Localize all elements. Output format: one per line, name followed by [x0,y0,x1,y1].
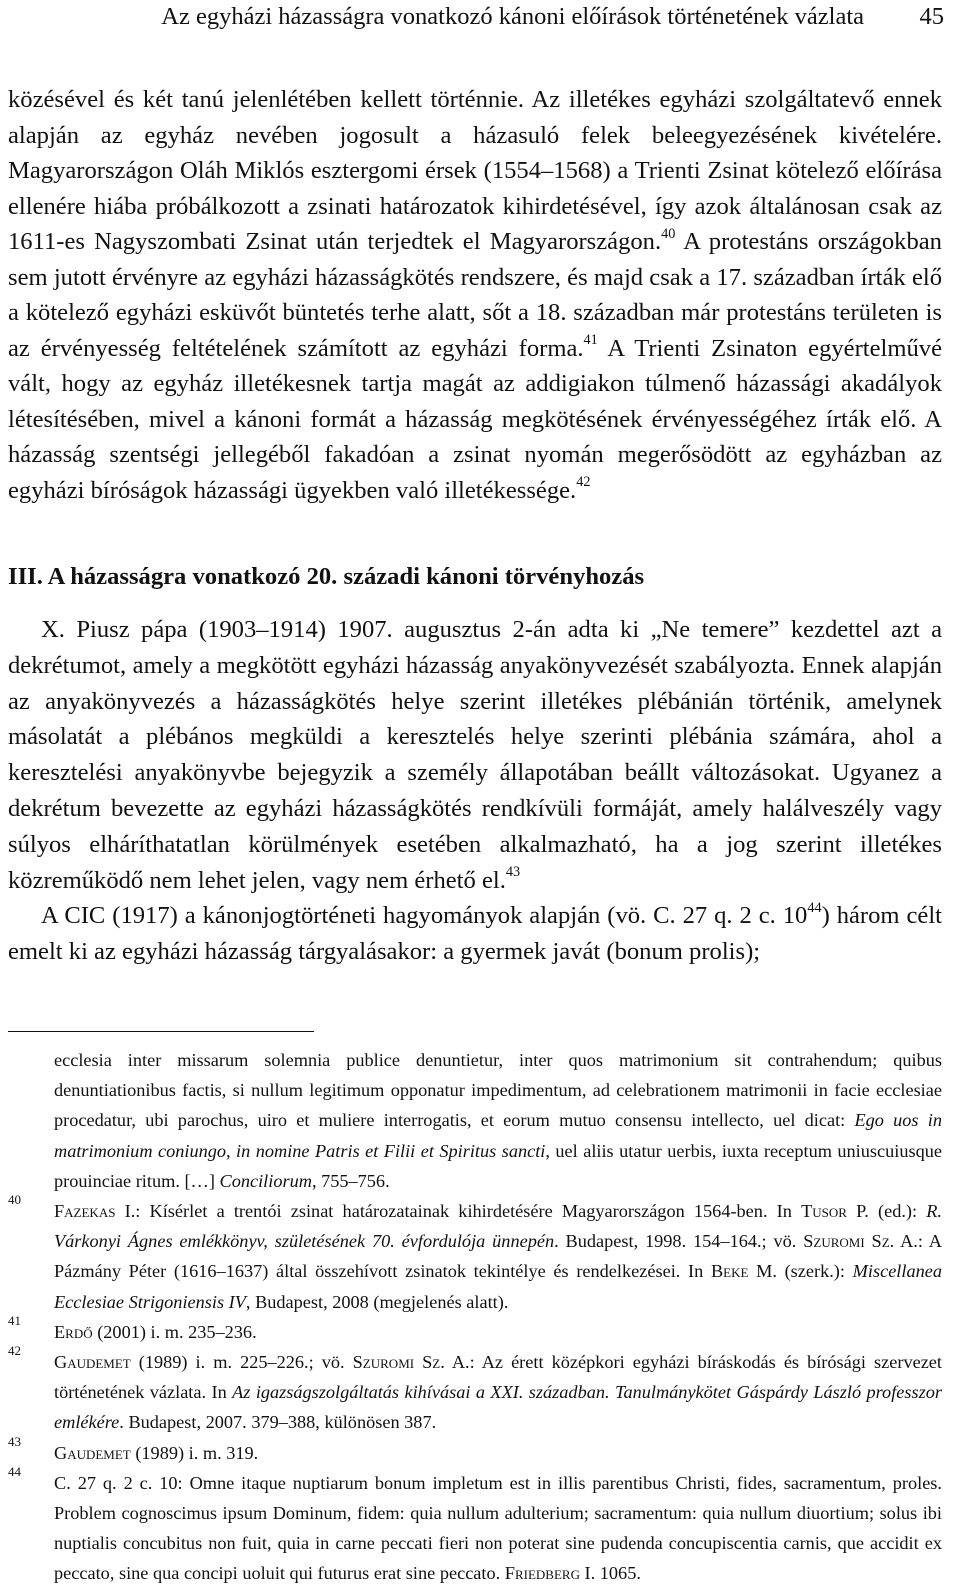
footnote-ref-44: 44 [807,900,822,917]
footnote-40 [8,1192,943,1317]
footnote-text: (ed.): [868,1201,927,1222]
footnote-text: : Az érett középkori egyházi bíráskodás és bírósági szervezet történetének vázlata. In [54,1352,943,1403]
page-number: 45 [919,3,944,30]
author-name: Fazekas I. [54,1201,136,1222]
paragraph-text: közésével és két tanú jelenlétében kellett történnie. Az illetékes egyházi szolgáltatevő ennek alapján az egyház nevében jogosult a házasuló felek beleegyezésének kivételére. Magyarországon Oláh Miklós esztergomi érsek (1554–1568) a Trienti Zsinat kötelező előírása ellenére hiába próbálkozott a zsinati határozatok kihirdetésével, így azok általánosan csak az 1611-es Nagyszombati Zsinat után terjedtek el Magyarországon. [8,86,942,255]
footnote-44 [8,1463,942,1589]
footnote-number: 40 [8,1192,21,1208]
author-name: Szuromi Sz. A. [803,1231,918,1252]
footnote-42 [8,1343,943,1438]
footnote-text: . Budapest, 2007. 379–388, különösen 387. [119,1412,437,1433]
author-name: Erdő [54,1321,93,1342]
footnote-ref-43: 43 [505,864,521,881]
paragraph-text: X. Piusz pápa (1903–1914) 1907. augusztus 2-án adta ki „Ne temere” kezdettel azt a dekrétumot, amely a megkötött egyházi házasság anyakönyvezését szabályozta. Ennek alapján az anyakönyvezés a házasságkötés helye szerint illetékes plébánián történik, amelynek másolatát a plébános megküldi a keresztelés helye szerinti plébánia számára, ahol a keresztelési anyakönyvbe bejegyzik a személy állapotában beállt változásokat. Ugyanez a dekrétum bevezette az egyházi házasságkötés rendkívüli formáját, amely halálveszély vagy súlyos elháríthatatlan körülmények esetében alkalmazható, ha a jog szerint illetékes közreműködő nem lehet jelen, vagy nem érhető el. [8,616,942,894]
author-name: Szuromi Sz. A. [352,1352,470,1373]
footnote-continuation [54,1045,942,1196]
footnote-number: 44 [8,1463,21,1479]
footnote-italic: Miscellanea Ecclesiae Strigoniensis IV [54,1261,943,1312]
footnote-text: : Kísérlet a trentói zsinat határozatainak kihirdetésére Magyarországon 1564-ben. In [135,1201,802,1222]
footnote-italic: R. Várkonyi Ágnes emlékkönyv, születésének 70. évfordulója ünnepén [54,1201,942,1252]
footnote-italic: Az igazságszolgáltatás kihívásai a XXI. században. Tanulmánykötet Gáspárdy László professzor emlékére [54,1382,942,1433]
footnote-text: , 755–756. [311,1170,390,1191]
footnote-text: I. 1065. [579,1563,641,1584]
footnote-text: : A Pázmány Péter (1616–1637) által összehívott zsinatok tekintélye és rendelkezései. In [54,1231,942,1282]
paragraph-text: A Trienti Zsinaton egyértelművé vált, hogy az egyház illetékesnek tartja magát az addigiakon túlmenő házassági akadályok létesítésében, mivel a kánoni formát a házasság megkötésének érvényességéhez írták elő. A házasság szentségi jellegéből fakadóan a zsinat nyomán megerősödött az egyházban az egyházi bíróságok házassági ügyekben való illetékessége. [8,334,942,504]
footnote-ref-40: 40 [661,225,676,242]
footnote-text: . Budapest, 1998. 154–164.; vö. [554,1231,804,1252]
running-head-title: Az egyházi házasságra vonatkozó kánoni előírások történetének vázlata [161,3,864,30]
footnote-text: , uel aliis utatur uerbis, iuxta receptum uniuscuiusque prouinciae ritum. […] [54,1140,942,1191]
author-name: Gaudemet [54,1352,131,1373]
footnote-text: ecclesia inter missarum solemnia publice denuntietur, inter quos matrimonium sit contrahendum; quibus denuntiationibus factis, si nullum legitimum opponatur impedimentum, ad celebrationem matrimonii in facie ecclesiae procedatur, ubi parochus, uiro et muliere interrogatis, et eorum mutuo consensu intellecto, uel dicat: [54,1050,942,1131]
footnote-text: C. 27 q. 2 c. 10: Omne itaque nuptiarum bonum impletum est in illis parentibus Christi, fides, sacramentum, proles. Problem cognoscimus ipsum Dominum, fidem: quia nullum adulterium; sacramentum: quia nullum diuortium; solus ibi nuptialis concubitus non fuit, quia in carne peccati fieri non poterat sine pudenda concupiscentia carnis, que accidit ex peccato, sine qua concipi uoluit qui futurus erat sine peccato. [54,1472,942,1584]
paragraph [8,82,942,508]
footnotes [8,1045,942,1589]
footnote-ref-41: 41 [583,332,598,349]
paragraph [8,612,942,898]
section-body [8,612,942,970]
body-text [8,82,942,508]
footnote-ref-42: 42 [576,474,591,491]
footnote-separator [8,1031,314,1032]
footnote-text: (1989) i. m. 319. [130,1442,259,1463]
author-name: Friedberg [504,1563,580,1584]
footnote-number: 42 [8,1343,21,1359]
paragraph-text: A CIC (1917) a kánonjogtörténeti hagyományok alapján (vö. C. 27 q. 2 c. 10 [41,902,808,930]
footnote-41 [8,1312,942,1347]
footnote-number: 43 [8,1433,21,1449]
author-name: Tusor P. [801,1201,869,1222]
footnote-number: 41 [8,1312,21,1328]
footnote-text: , Budapest, 2008 (megjelenés alatt). [245,1291,509,1312]
paragraph-text: ) három célt emelt ki az egyházi házasság tárgyalásakor: a gyermek javát (bonum prolis); [8,902,942,966]
footnote-italic: Ego uos in matrimonium coniungo, in nomine Patris et Filii et Spiritus sancti [54,1110,942,1161]
running-head [0,2,944,32]
author-name: Gaudemet [54,1442,131,1463]
footnote-43 [8,1433,942,1468]
paragraph-text: A protestáns országokban sem jutott érvényre az egyházi házasságkötés rendszere, és majd csak a 17. században írták elő a kötelező egyházi esküvőt büntetés terhe alatt, sőt a 18. században már protestáns területen is az érvényesség feltételének számított az egyházi forma. [8,228,942,362]
footnote-text: (2001) i. m. 235–236. [92,1321,257,1342]
footnote-text: (szerk.): [776,1261,853,1282]
paragraph [8,898,942,970]
section-heading: III. A házasságra vonatkozó 20. századi kánoni törvényhozás [8,563,645,590]
footnote-italic: Conciliorum [219,1170,312,1191]
footnote-text: (1989) i. m. 225–226.; vö. [130,1352,353,1373]
author-name: Beke M. [710,1261,777,1282]
